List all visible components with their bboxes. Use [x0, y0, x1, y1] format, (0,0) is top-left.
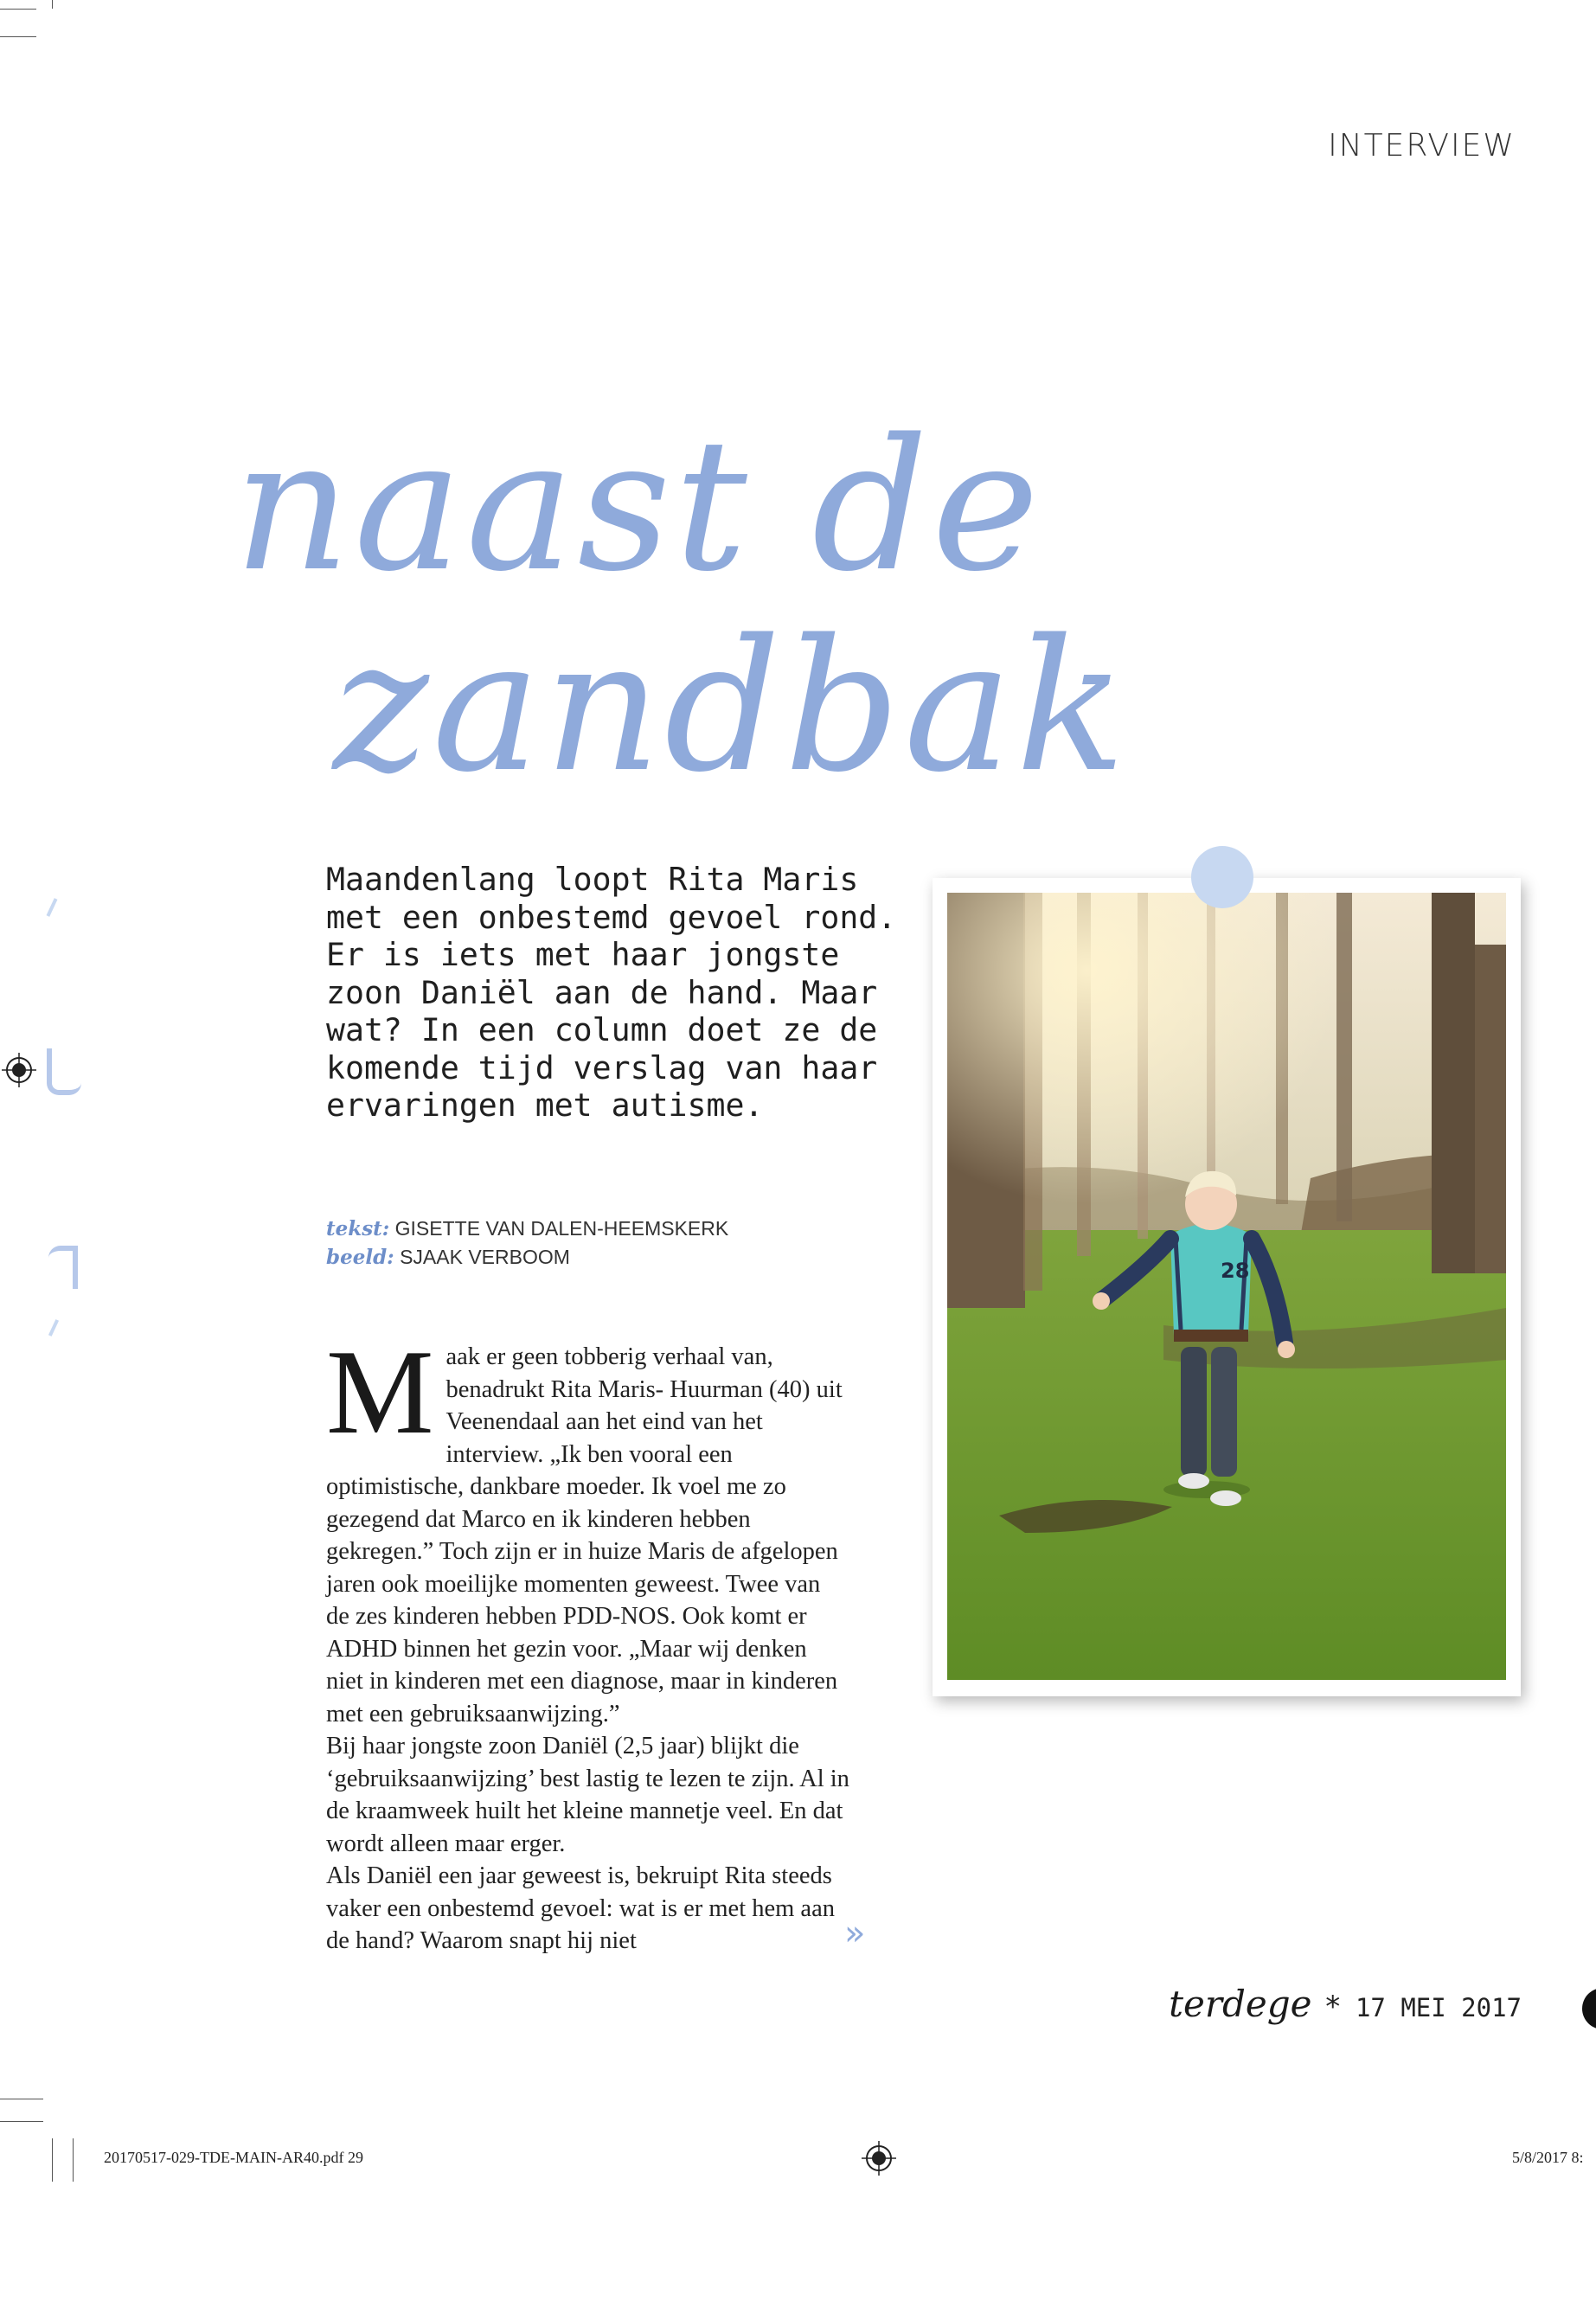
credit-text-label: tekst: [326, 1217, 390, 1240]
crop-mark [0, 9, 36, 10]
continue-arrow-icon: » [844, 1913, 866, 1953]
page-number-badge [1582, 1988, 1596, 2029]
page-footer [1169, 1983, 1522, 2025]
registration-mark-icon [2, 1053, 36, 1087]
issue-date: 17 MEI 2017 [1355, 1993, 1522, 2022]
forest-illustration [947, 893, 1506, 1680]
credit-text-value: GISETTE VAN DALEN-HEEMSKERK [394, 1217, 729, 1240]
credit-text [326, 1215, 728, 1243]
facing-page-fragment [48, 1319, 59, 1336]
drop-cap: M [326, 1325, 434, 1459]
photo-pin [1191, 846, 1253, 908]
credit-image [326, 1243, 728, 1272]
registration-mark-icon [862, 2141, 896, 2176]
facing-page-fragment [47, 898, 58, 917]
crop-mark [73, 2138, 74, 2182]
crop-mark [0, 2121, 43, 2122]
intro-text: Maandenlang loopt Rita Maris met een onbestemd gevoel rond. Er is iets met haar jongste zoon Daniël aan de hand. Maar wat? In een column doet ze de komende tijd verslag van haar ervaringen met autisme. [326, 861, 897, 1124]
jersey-number: 28 [1221, 1259, 1250, 1283]
photo-frame [933, 878, 1521, 1696]
facing-page-fragment [48, 1246, 78, 1289]
facing-page-fragment [47, 1048, 81, 1095]
article-body [326, 1325, 849, 1958]
body-paragraph: Als Daniël een jaar geweest is, bekruipt Rita steeds vaker een onbestemd gevoel: wat is er met hem aan de hand? Waarom snapt hij niet [326, 1862, 835, 1954]
headline-line-2: zandbak [333, 600, 1130, 812]
magazine-brand: terdege [1169, 1983, 1312, 2025]
credit-image-value: SJAAK VERBOOM [400, 1246, 570, 1268]
footer-separator: * [1324, 1990, 1342, 2024]
credits [326, 1215, 728, 1272]
print-slug-date: 5/8/2017 8: [1512, 2149, 1584, 2166]
body-paragraph: aak er geen tobberig verhaal van, benadrukt Rita Maris- Huurman (40) uit Veenendaal aan het eind van het interview. „Ik ben vooral een optimistische, dankbare moeder. Ik voel me zo gezegend dat Marco en ik kinderen hebben gekregen.” Toch zijn er in huize Maris de afgelopen jaren ook moeilijke momenten geweest. Twee van de zes kinderen hebben PDD-NOS. Ook komt er ADHD binnen het gezin voor. „Maar wij denken niet in kinderen met een diagnose, maar in kinderen met een gebruiksaanwijzing.” [326, 1343, 843, 1727]
crop-mark [52, 0, 53, 9]
print-slug-file: 20170517-029-TDE-MAIN-AR40.pdf 29 [104, 2149, 363, 2166]
headline-line-1: naast de [234, 400, 1043, 612]
crop-mark [0, 36, 36, 37]
photo-child-in-forest [947, 893, 1506, 1680]
section-label: INTERVIEW [1328, 128, 1516, 163]
credit-image-label: beeld: [326, 1246, 394, 1269]
intro-lede [326, 861, 897, 1125]
crop-mark [52, 2138, 53, 2182]
body-paragraph: Bij haar jongste zoon Daniël (2,5 jaar) blijkt die ‘gebruiksaanwijzing’ best lastig te lezen te zijn. Al in de kraamweek huilt het kleine mannetje veel. En dat wordt alleen maar erger. [326, 1733, 849, 1857]
